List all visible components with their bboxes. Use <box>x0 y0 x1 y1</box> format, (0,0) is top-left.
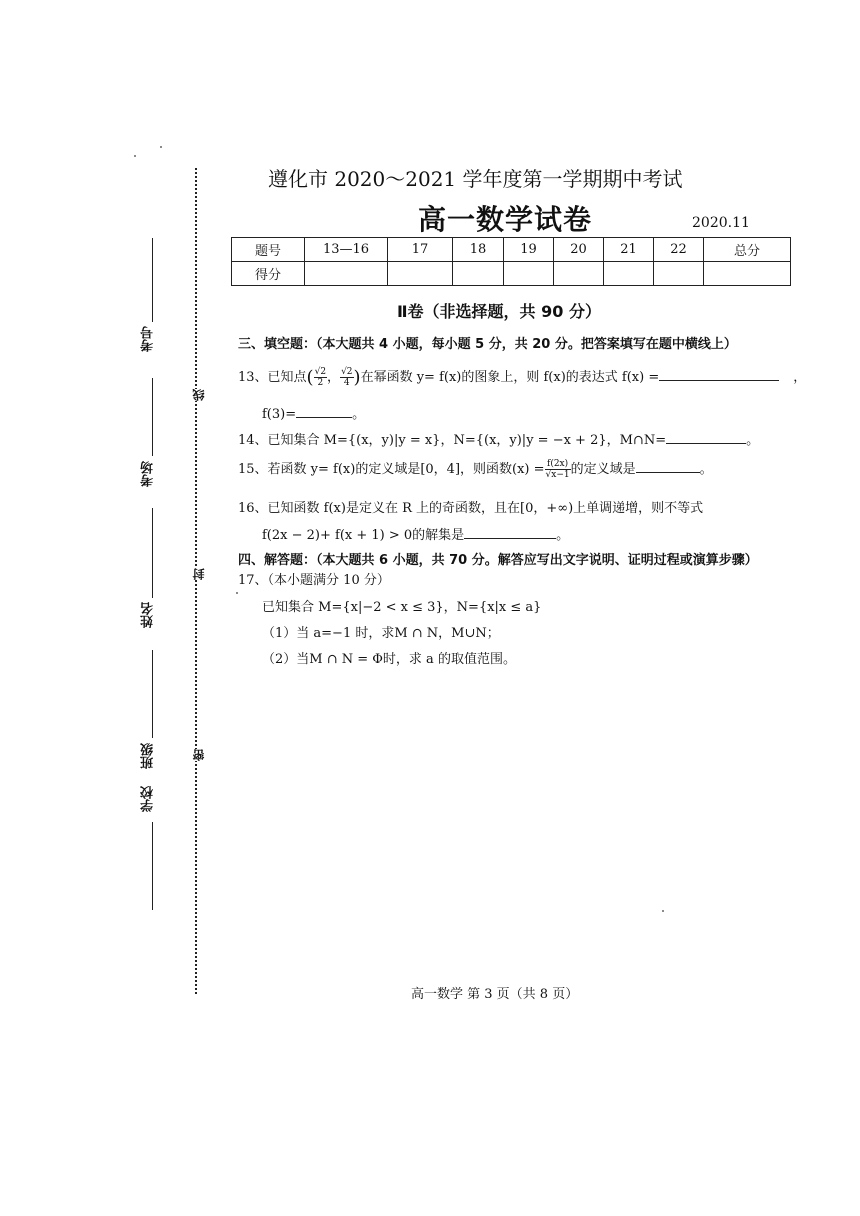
score-table-header-row <box>232 238 791 262</box>
question-17-title: 17、（本小题满分 10 分） <box>238 573 390 588</box>
q13-f3-blank[interactable] <box>296 405 352 418</box>
question-16 <box>238 497 703 516</box>
q13-comma: ， <box>327 370 341 385</box>
score-table-score-label: 得分 <box>232 262 305 286</box>
score-table-col: 17 <box>388 238 453 262</box>
score-cell[interactable] <box>704 262 791 286</box>
q15-frac-num: f(2x) <box>545 459 571 470</box>
q13-line2-end: 。 <box>352 407 366 422</box>
score-cell[interactable] <box>453 262 504 286</box>
question-17-part1: （1）当 a=−1 时，求M ∩ N，M∪N； <box>262 626 500 641</box>
score-cell[interactable] <box>504 262 554 286</box>
score-table-col: 21 <box>604 238 654 262</box>
q14-end: 。 <box>746 433 760 448</box>
exam-room-label: 考场 <box>141 461 156 487</box>
class-line <box>152 650 153 738</box>
seal-mark-xian: 线 <box>192 389 206 401</box>
q14-text: 14、已知集合 M={(x，y)|y = x}，N={(x，y)|y = −x + 2}，M∩N= <box>238 433 667 448</box>
score-table-score-row <box>232 262 791 286</box>
scan-speck <box>236 592 238 594</box>
q13-frac1-den: 2 <box>317 378 324 388</box>
page-footer: 高一数学 第 3 页（共 8 页） <box>411 987 579 1002</box>
q15-frac <box>545 459 571 480</box>
q16-end: 。 <box>556 528 570 543</box>
score-table-header-label: 题号 <box>232 238 305 262</box>
q13-frac2-den: 4 <box>343 378 350 388</box>
q13-line2: f(3)= <box>262 407 297 422</box>
score-cell[interactable] <box>388 262 453 286</box>
exam-number-label: 考号 <box>141 326 156 352</box>
question-14 <box>238 429 759 448</box>
q15-suffix: 的定义域是 <box>570 462 636 477</box>
q14-answer-blank[interactable] <box>666 431 746 444</box>
question-16-line2 <box>262 524 569 543</box>
q13-frac2-num: √2 <box>341 367 353 377</box>
section-title: Ⅱ卷（非选择题，共 90 分） <box>397 302 601 321</box>
q13-frac1 <box>314 367 327 388</box>
score-cell[interactable] <box>604 262 654 286</box>
score-cell[interactable] <box>305 262 388 286</box>
q13-mid: 在幂函数 y= f(x)的图象上，则 f(x)的表达式 f(x) = <box>360 370 660 385</box>
score-table-col: 22 <box>654 238 704 262</box>
q16-line1: 16、已知函数 f(x)是定义在 R 上的奇函数，且在[0，+∞)上单调递增，则不等式 <box>238 501 704 516</box>
q13-prefix: 13、已知点 <box>238 370 307 385</box>
part4-heading: 四、解答题：（本大题共 6 小题，共 70 分。解答应写出文字说明、证明过程或演算步骤） <box>238 553 758 568</box>
score-table <box>231 237 791 286</box>
q15-prefix: 15、若函数 y= f(x)的定义域是[0，4]，则函数(x) = <box>238 462 545 477</box>
q13-open-paren: ( <box>306 367 314 388</box>
score-table-col: 19 <box>504 238 554 262</box>
scan-speck <box>160 146 162 148</box>
seal-dotted-line <box>195 168 197 994</box>
score-cell[interactable] <box>554 262 604 286</box>
scan-speck <box>134 155 136 157</box>
q13-frac1-num: √2 <box>314 367 327 377</box>
seal-mark-feng: 封 <box>192 568 206 580</box>
class-label: 班级 <box>141 743 156 769</box>
student-name-label: 姓名 <box>141 602 156 628</box>
q15-answer-blank[interactable] <box>636 460 700 473</box>
school-line <box>152 822 153 910</box>
q13-answer-blank[interactable] <box>659 368 779 381</box>
question-15 <box>238 458 713 480</box>
score-table-col: 20 <box>554 238 604 262</box>
q15-end: 。 <box>699 462 713 477</box>
q16-line2: f(2x − 2)+ f(x + 1) > 0的解集是 <box>262 528 465 543</box>
question-17-part2: （2）当M ∩ N = Φ时，求 a 的取值范围。 <box>262 652 516 667</box>
question-13 <box>238 366 806 388</box>
q13-close-paren: ) <box>353 367 361 388</box>
q16-answer-blank[interactable] <box>464 526 556 539</box>
exam-room-line <box>152 378 153 456</box>
exam-number-line <box>152 238 153 322</box>
school-label: 学校 <box>141 786 156 812</box>
part3-heading: 三、填空题：（本大题共 4 小题，每小题 5 分，共 20 分。把答案填写在题中横线上） <box>238 337 737 352</box>
seal-mark-mi: 密 <box>192 749 206 761</box>
exam-subtitle: 高一数学试卷 <box>418 203 593 236</box>
scan-speck <box>662 910 664 912</box>
q13-end: ， <box>793 370 807 385</box>
question-17-given: 已知集合 M={x|−2 < x ≤ 3}，N={x|x ≤ a} <box>262 600 542 615</box>
exam-date: 2020.11 <box>692 215 750 231</box>
score-table-col: 18 <box>453 238 504 262</box>
student-name-line <box>152 508 153 598</box>
question-13-line2 <box>262 403 365 422</box>
score-table-col: 13—16 <box>305 238 388 262</box>
q15-frac-den: √x−1 <box>545 470 570 480</box>
score-cell[interactable] <box>654 262 704 286</box>
score-table-col: 总分 <box>704 238 791 262</box>
q13-frac2 <box>340 367 353 388</box>
exam-title: 遵化市 2020～2021 学年度第一学期期中考试 <box>268 167 683 191</box>
